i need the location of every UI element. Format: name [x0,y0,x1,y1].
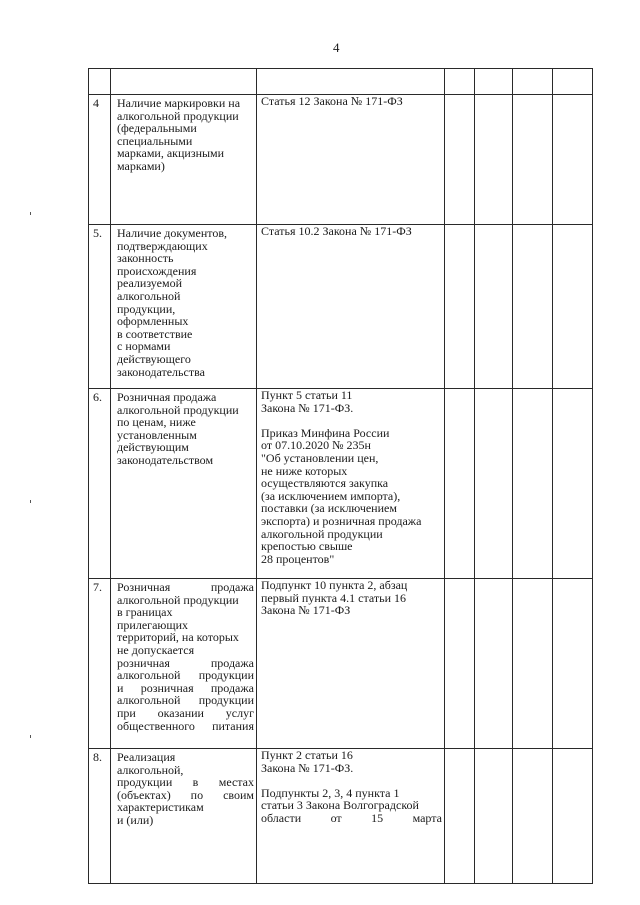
header-cell [445,69,475,95]
text-line: алкогольной продукции [261,526,383,541]
text-line: при оказании услуг [117,705,254,720]
empty-cell [553,225,593,389]
text-line: территорий, на которых [117,630,239,645]
text-line: Закона № 171-ФЗ. [261,400,354,415]
text-line: (объектах) по своим [117,787,254,802]
text-line: Закона № 171-ФЗ [261,603,351,618]
header-cell [475,69,513,95]
legal-reference-cell [257,95,445,225]
text-line: подтверждающих [117,238,208,253]
row-number: 5. [89,225,111,389]
row-number: 6. [89,389,111,579]
empty-cell [513,389,553,579]
text-line: 28 процентов" [261,551,335,566]
margin-mark [30,500,31,503]
text-line: Реализация [117,750,176,764]
empty-cell [553,95,593,225]
text-line: действующим [117,440,189,455]
text-line: области от 15 марта [261,810,442,825]
text-line: характеристикам [117,800,204,815]
text-line: осуществляются закупка [261,476,389,491]
text-line: в границах [117,605,173,620]
text-line: продукции в местах [117,775,254,790]
text-line: прилегающих [117,617,189,632]
text-line: "Об установлении цен, [261,450,379,465]
legal-reference-cell [257,389,445,579]
header-cell [89,69,111,95]
text-line: алкогольной [117,288,181,303]
text-line: статьи 3 Закона Волгоградской [261,798,419,813]
requirement-cell [111,749,257,884]
text-line: Подпункты 2, 3, 4 пункта 1 [261,785,400,800]
text-line: крепостью свыше [261,539,353,554]
text-line: специальными [117,133,193,148]
blank-line [261,414,442,427]
table-row [89,225,593,389]
legal-reference-cell [257,749,445,884]
header-cell [553,69,593,95]
empty-cell [513,579,553,749]
empty-cell [553,579,593,749]
text-line: не ниже которых [261,463,348,478]
requirements-table [88,68,593,884]
empty-cell [513,225,553,389]
text-line: алкогольной, [117,762,184,777]
empty-cell [445,389,475,579]
requirement-cell [111,579,257,749]
empty-cell [445,225,475,389]
table-row [89,579,593,749]
text-line: марками, акцизными [117,146,225,161]
row-number: 8. [89,749,111,884]
text-line: Статья 10.2 Закона № 171-ФЗ [261,224,412,238]
text-line: и розничная продажа [117,680,254,695]
requirement-cell [111,225,257,389]
text-line: алкогольной продукции [117,108,239,123]
text-line: алкогольной продукции [117,693,254,708]
text-line: алкогольной продукции [117,592,239,607]
header-cell [513,69,553,95]
empty-cell [475,749,513,884]
table-row [89,95,593,225]
text-line: законодательством [117,452,214,467]
text-line: Закона № 171-ФЗ. [261,760,354,775]
empty-cell [475,389,513,579]
text-line: Статья 12 Закона № 171-ФЗ [261,94,403,108]
text-line: первый пункта 4.1 статьи 16 [261,590,407,605]
text-line: Приказ Минфина России [261,425,390,440]
blank-line [261,774,442,787]
header-cell [111,69,257,95]
text-line: продукции, [117,301,176,316]
table-row [89,749,593,884]
requirement-cell [111,95,257,225]
text-line: алкогольной продукции [117,668,254,683]
empty-cell [553,389,593,579]
margin-mark [30,212,31,215]
text-line: алкогольной продукции [117,402,239,417]
text-line: действующего [117,351,191,366]
text-line: от 07.10.2020 № 235н [261,438,371,453]
empty-cell [513,95,553,225]
table-row [89,389,593,579]
text-line: оформленных [117,314,189,329]
text-line: Пункт 5 статьи 11 [261,388,353,402]
text-line: розничная продажа [117,655,254,670]
margin-mark [30,735,31,738]
row-number: 7. [89,579,111,749]
header-cell [257,69,445,95]
empty-cell [445,95,475,225]
table-header-row [89,69,593,95]
page-number: 4 [333,40,340,55]
text-line: законодательства [117,364,205,379]
text-line: происхождения [117,263,197,278]
text-line: Розничная продажа [117,580,254,594]
empty-cell [553,749,593,884]
empty-cell [475,225,513,389]
text-line: с нормами [117,339,171,354]
text-line: поставки (за исключением [261,501,397,516]
empty-cell [513,749,553,884]
text-line: Наличие маркировки на [117,96,241,110]
text-line: (за исключением импорта), [261,488,401,503]
legal-reference-cell [257,579,445,749]
text-line: и (или) [117,812,154,827]
empty-cell [475,95,513,225]
text-line: Наличие документов, [117,226,227,240]
text-line: установленным [117,427,197,442]
text-line: в соответствие [117,326,193,341]
text-line: марками) [117,158,165,173]
empty-cell [445,579,475,749]
requirement-cell [111,389,257,579]
empty-cell [445,749,475,884]
text-line: реализуемой [117,276,182,291]
text-line: не допускается [117,642,195,657]
text-line: экспорта) и розничная продажа [261,513,422,528]
text-line: Подпункт 10 пункта 2, абзац [261,578,408,592]
text-line: Пункт 2 статьи 16 [261,748,353,762]
row-number: 4 [89,95,111,225]
text-line: по ценам, ниже [117,415,196,430]
empty-cell [475,579,513,749]
text-line: общественного питания [117,718,254,733]
text-line: законность [117,251,174,266]
text-line: Розничная продажа [117,390,217,404]
text-line: (федеральными [117,121,197,136]
legal-reference-cell [257,225,445,389]
